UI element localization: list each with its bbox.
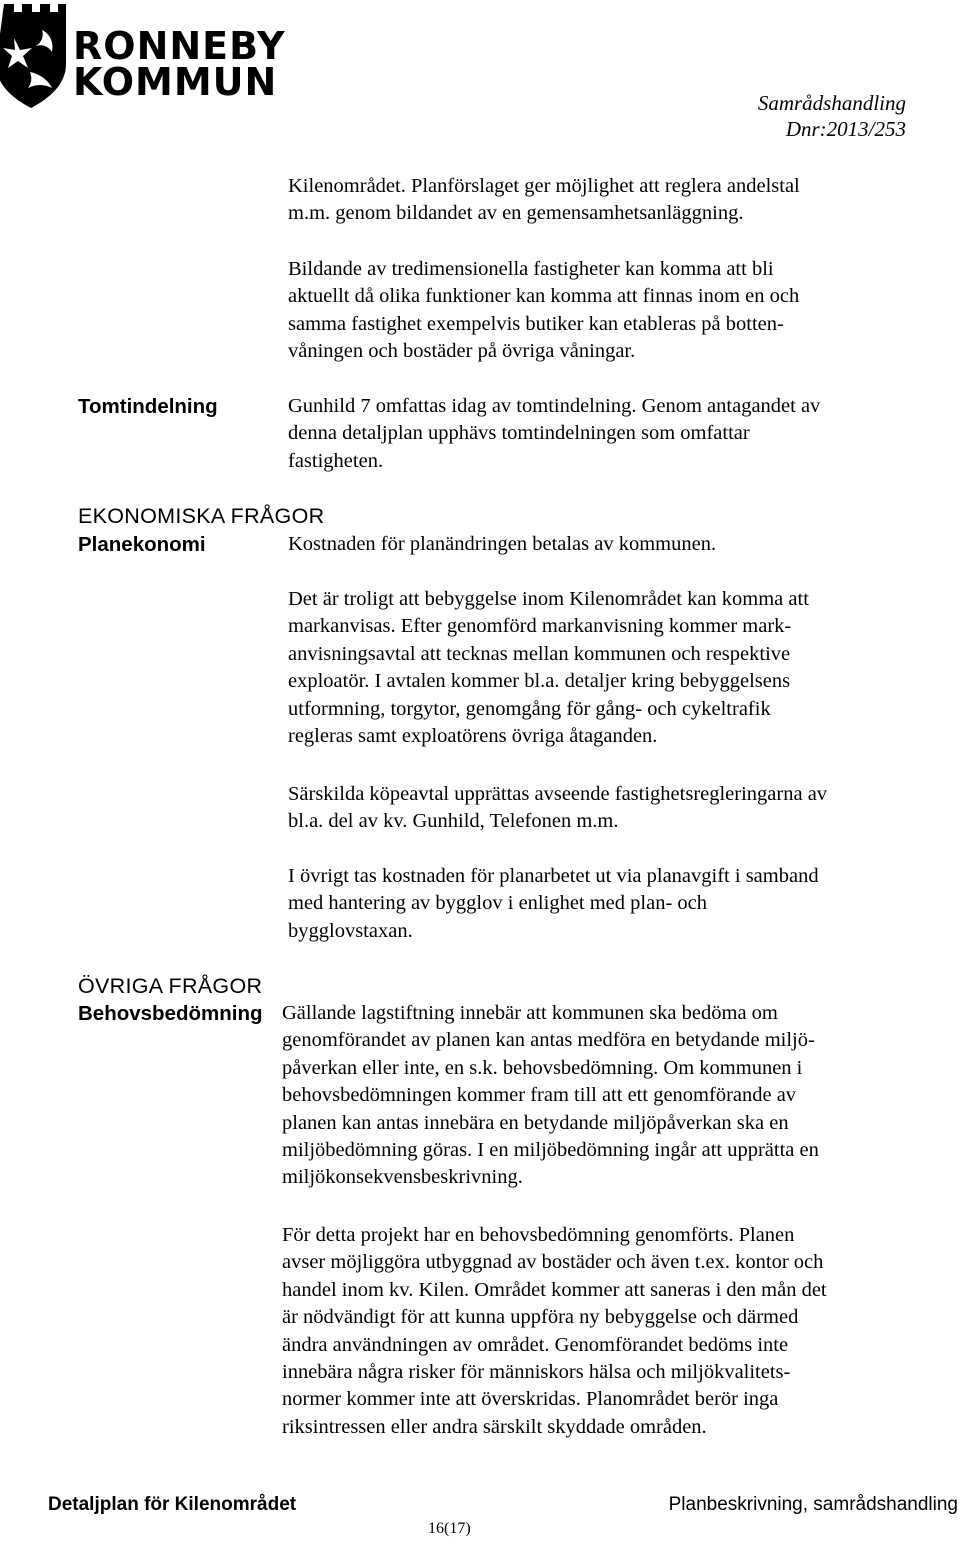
text-line: ändra användningen av området. Genomförandet bedöms inte: [282, 1333, 789, 1356]
logo-text-ronneby: RONNEBY: [73, 24, 286, 68]
text-line: fastigheten.: [288, 449, 384, 472]
text-line: anvisningsavtal att tecknas mellan kommunen och respektive: [288, 642, 791, 665]
document-number: Dnr:2013/253: [785, 117, 906, 141]
side-heading-behovsbedomning: Behovsbedömning: [78, 1002, 263, 1025]
text-line: utformning, torgytor, genomgång för gång- och cykeltrafik: [288, 697, 771, 720]
intro-paragraph-1: [288, 173, 920, 228]
text-line: våningen och bostäder på övriga våningar.: [288, 340, 636, 363]
text-line: miljökonsekvensbeskrivning.: [282, 1166, 523, 1189]
text-line: exploatör. I avtalen kommer bl.a. detaljer kring bebyggelsens: [288, 670, 791, 693]
text-line: markanvisas. Efter genomförd markanvisning kommer mark-: [288, 615, 792, 638]
text-line: planen kan antas innebära en betydande miljöpåverkan ska en: [282, 1111, 789, 1134]
text-line: bl.a. del av kv. Gunhild, Telefonen m.m.: [288, 810, 619, 833]
text-line: I övrigt tas kostnaden för planarbetet ut via planavgift i samband: [288, 865, 819, 887]
intro-paragraph-2: [288, 256, 920, 366]
text-line: Gunhild 7 omfattas idag av tomtindelning. Genom antagandet av: [288, 395, 821, 417]
tomtindelning-paragraph: [288, 393, 920, 475]
text-line: För detta projekt har en behovsbedömning genomförts. Planen: [282, 1224, 795, 1246]
side-heading-tomtindelning: Tomtindelning: [78, 395, 218, 418]
text-line: avser möjliggöra utbyggnad av bostäder och även t.ex. kontor och: [282, 1251, 824, 1274]
text-line: med hantering av bygglov i enlighet med plan- och: [288, 892, 707, 915]
text-line: samma fastighet exempelvis butiker kan etableras på botten-: [288, 312, 784, 335]
planekonomi-paragraph-1: [288, 531, 920, 558]
planekonomi-paragraph-2: [288, 586, 920, 750]
document-status: Samrådshandling: [757, 91, 906, 115]
text-line: normer kommer inte att överskridas. Planområdet berör inga: [282, 1388, 779, 1411]
page-number: 16(17): [428, 1520, 471, 1537]
text-line: bygglovstaxan.: [288, 919, 413, 942]
text-line: innebära några risker för människors hälsa och miljökvalitets-: [282, 1361, 791, 1384]
text-line: aktuellt då olika funktioner kan komma att finnas inom en och: [288, 285, 800, 308]
footer-document-title: Detaljplan för Kilenområdet: [48, 1494, 297, 1515]
side-heading-planekonomi: Planekonomi: [78, 533, 206, 556]
behovsbedomning-paragraph-2: [282, 1222, 922, 1441]
text-line: denna detaljplan upphävs tomtindelningen som omfattar: [288, 422, 750, 445]
text-line: genomförandet av planen kan antas medföra en betydande miljö-: [282, 1029, 815, 1052]
text-line: Kilenområdet. Planförslaget ger möjlighet att reglera andelstal: [288, 175, 800, 197]
text-line: Det är troligt att bebyggelse inom Kilenområdet kan komma att: [288, 588, 809, 610]
text-line: är nödvändigt för att kunna uppföra ny bebyggelse och därmed: [282, 1306, 799, 1329]
text-line: Gällande lagstiftning innebär att kommunen ska bedöma om: [282, 1002, 778, 1024]
planekonomi-paragraph-4: [288, 863, 920, 945]
section-heading-ovriga: ÖVRIGA FRÅGOR: [78, 974, 263, 998]
text-line: behovsbedömningen kommer fram till att ett genomförande av: [282, 1084, 797, 1107]
text-line: Kostnaden för planändringen betalas av kommunen.: [288, 533, 717, 555]
text-line: miljöbedömning göras. I en miljöbedömning ingår att upprätta en: [282, 1139, 819, 1162]
coat-of-arms-icon: [0, 0, 70, 112]
planekonomi-paragraph-3: [288, 781, 920, 836]
behovsbedomning-paragraph-1: [282, 1000, 922, 1192]
text-line: påverkan eller inte, en s.k. behovsbedömning. Om kommunen i: [282, 1056, 803, 1079]
text-line: Särskilda köpeavtal upprättas avseende fastighetsregleringarna av: [288, 783, 828, 805]
text-line: m.m. genom bildandet av en gemensamhetsanläggning.: [288, 202, 744, 225]
text-line: regleras samt exploatörens övriga åtaganden.: [288, 725, 658, 748]
text-line: handel inom kv. Kilen. Området kommer att saneras i den mån det: [282, 1278, 827, 1301]
text-line: Bildande av tredimensionella fastigheter kan komma att bli: [288, 258, 774, 280]
ronneby-logo: [0, 0, 290, 115]
section-heading-ekonomiska: EKONOMISKA FRÅGOR: [78, 504, 325, 528]
text-line: riksintressen eller andra särskilt skyddade områden.: [282, 1415, 707, 1438]
footer-document-type: Planbeskrivning, samrådshandling: [668, 1494, 958, 1515]
logo-text-kommun: KOMMUN: [73, 60, 278, 104]
